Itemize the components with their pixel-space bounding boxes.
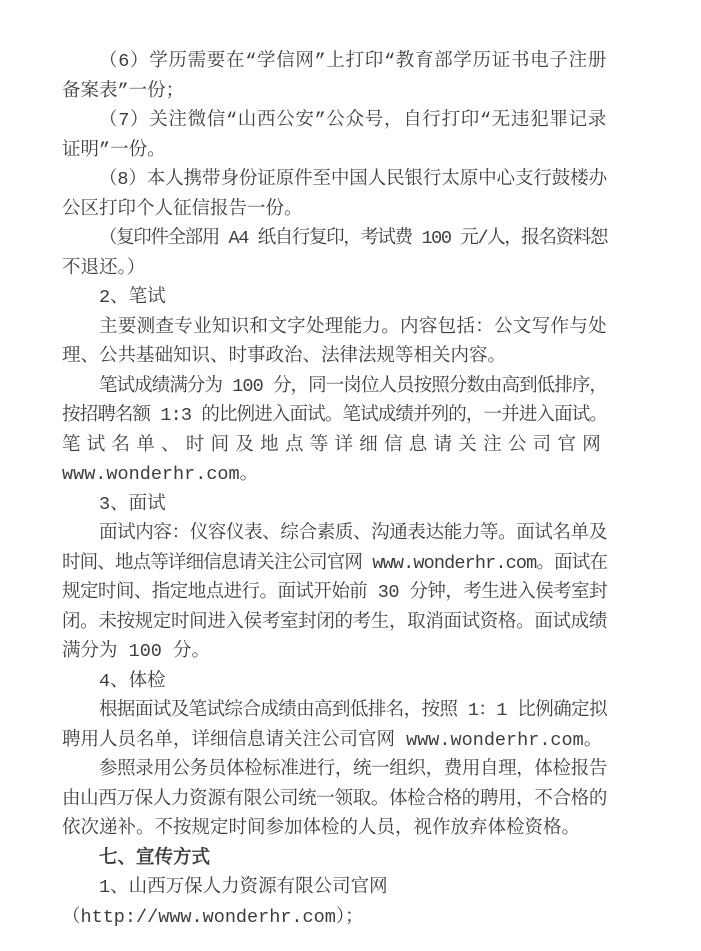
document-line: 主要测查专业知识和文字处理能力。内容包括：公文写作与处 [99, 316, 607, 338]
document-line: 备案表”一份； [62, 80, 185, 102]
document-line: 依次递补。不按规定时间参加体检的人员，视作放弃体检资格。 [62, 818, 581, 839]
document-line: 参照录用公务员体检标准进行，统一组织，费用自理，体检报告 [99, 759, 607, 780]
document-line: （7）关注微信“山西公安”公众号，自行打印“无违犯罪记录 [99, 110, 607, 131]
document-line: 不退还。） [62, 257, 146, 279]
document-line: 面试内容：仪容仪表、综合素质、沟通表达能力等。面试名单及 [99, 523, 607, 544]
document-content [62, 47, 607, 932]
document-line: 规定时间、指定地点进行。面试开始前 30 分钟，考生进入侯考室封 [62, 582, 607, 603]
document-line: 满分为 100 分。 [62, 641, 211, 662]
document-line: 时间、地点等详细信息请关注公司官网 www.wonderhr.com。面试在 [62, 552, 607, 574]
document-line: 按招聘名额 1:3 的比例进入面试。笔试成绩并列的，一并进入面试。 [62, 405, 607, 426]
document-line: 闭。未按规定时间进入侯考室封闭的考生，取消面试资格。面试成绩 [62, 611, 607, 633]
document-line: （复印件全部用 A4 纸自行复印，考试费 100 元/人，报名资料恕 [99, 228, 607, 249]
document-line: 证明”一份。 [62, 139, 166, 161]
document-line: （6）学历需要在“学信网”上打印“教育部学历证书电子注册 [99, 51, 607, 72]
document-line: 理、公共基础知识、时事政治、法律法规等相关内容。 [62, 346, 507, 367]
document-line: 由山西万保人力资源有限公司统一领取。体检合格的聘用，不合格的 [62, 788, 607, 810]
document-line: 1、山西万保人力资源有限公司官网 [99, 877, 388, 898]
website-url-line: www.wonderhr.com。 [62, 464, 259, 485]
website-url-line: （http://www.wonderhr.com）； [62, 906, 364, 928]
subsection-heading-interview: 3、面试 [99, 493, 166, 515]
document-line: 公区打印个人征信报告一份。 [62, 198, 303, 220]
document-line: 笔试名单、时间及地点等详细信息请关注公司官网 [62, 434, 607, 456]
subsection-heading-physical-exam: 4、体检 [99, 670, 166, 692]
document-line: 根据面试及笔试综合成绩由高到低排名，按照 1：1 比例确定拟 [99, 700, 607, 721]
document-line: （8）本人携带身份证原件至中国人民银行太原中心支行鼓楼办 [99, 169, 607, 190]
section-heading-publicity: 七、宣传方式 [99, 847, 211, 869]
document-line: 笔试成绩满分为 100 分，同一岗位人员按照分数由高到低排序， [99, 375, 607, 397]
subsection-heading-written-test: 2、笔试 [99, 287, 166, 308]
document-line: 聘用人员名单，详细信息请关注公司官网 www.wonderhr.com。 [62, 729, 603, 751]
